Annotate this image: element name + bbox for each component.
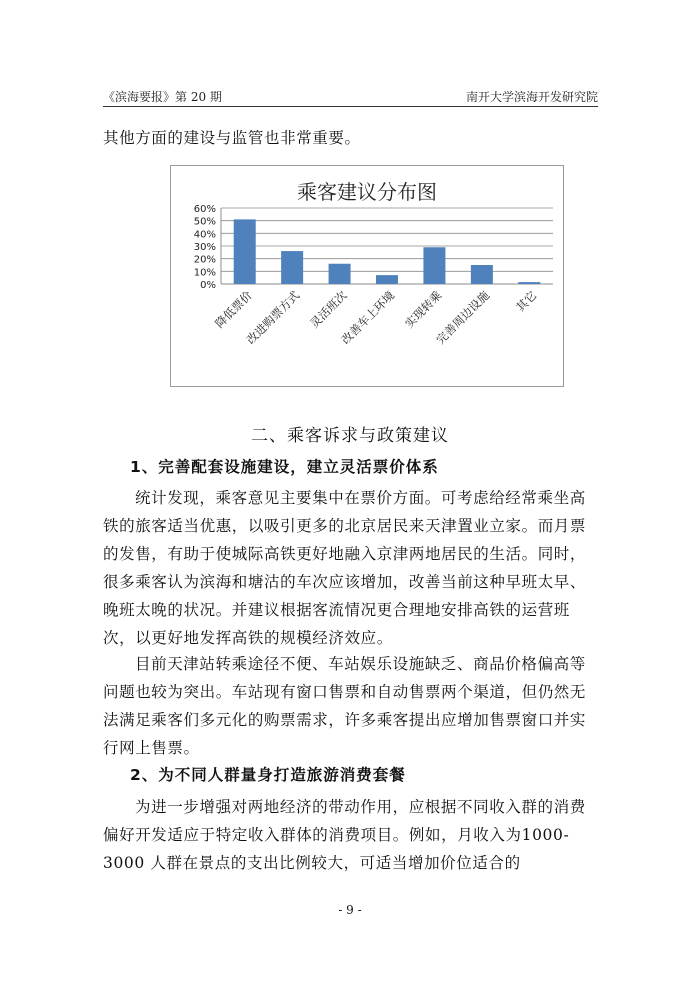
section-title: 二、乘客诉求与政策建议 xyxy=(251,426,449,446)
y-tick-label: 60% xyxy=(193,204,216,215)
y-tick-label: 0% xyxy=(200,280,216,291)
y-tick-label: 30% xyxy=(193,242,216,253)
bar xyxy=(471,265,493,284)
paragraph-2: 目前天津站转乘途径不便、车站娱乐设施缺乏、商品价格偏高等问题也较为突出。车站现有窗口售票和自动售票两个渠道，但仍然无法满足乘客们多元化的购票需求，许多乘客提出应增加售票窗口并实行网上售票。 xyxy=(103,655,587,757)
x-tick-label: 降低票价 xyxy=(212,288,255,331)
chart-title: 乘客建议分布图 xyxy=(297,180,437,204)
y-tick-label: 20% xyxy=(193,254,216,266)
x-tick-label: 改进购票方式 xyxy=(243,288,303,347)
header-publication: 《滨海要报》第 20 期 xyxy=(103,90,222,104)
bar xyxy=(329,264,351,284)
y-tick-label: 40% xyxy=(193,229,216,241)
bar xyxy=(376,275,398,284)
y-tick-label: 10% xyxy=(193,267,216,279)
page-number: - 9 - xyxy=(338,903,362,917)
bar xyxy=(281,251,303,284)
subheading-1: 1、完善配套设施建设，建立灵活票价体系 xyxy=(130,458,439,476)
x-tick-label: 其它 xyxy=(513,288,540,315)
subheading-2: 2、为不同人群量身打造旅游消费套餐 xyxy=(130,766,406,784)
bar xyxy=(423,247,445,284)
x-tick-label: 改善车上环境 xyxy=(338,288,398,347)
header-institute: 南开大学滨海开发研究院 xyxy=(465,90,598,104)
y-tick-label: 50% xyxy=(193,216,216,228)
x-tick-label: 灵活班次 xyxy=(307,288,350,331)
x-tick-label: 实现转乘 xyxy=(402,288,445,331)
paragraph-3: 为进一步增强对两地经济的带动作用，应根据不同收入群的消费偏好开发适应于特定收入群体的消费项目。例如，月收入为1000-3000 人群在景点的支出比例较大，可适当增加价位适合的 xyxy=(103,798,586,872)
bar-chart xyxy=(171,166,563,386)
bar xyxy=(518,282,540,284)
bar xyxy=(234,219,256,284)
x-tick-label: 完善周边设施 xyxy=(433,288,492,347)
page-header xyxy=(103,88,598,107)
paragraph-1: 统计发现，乘客意见主要集中在票价方面。可考虑给经常乘坐高铁的旅客适当优惠，以吸引更多的北京居民来天津置业立家。而月票的发售，有助于使城际高铁更好地融入京津两地居民的生活。同时，很多乘客认为滨海和塘沽的车次应该增加，改善当前这种早班太早、晚班太晚的状况。并建议根据客流情况更合理地安排高铁的运营班次，以更好地发挥高铁的规模经济效应。 xyxy=(103,489,587,647)
chart-container xyxy=(170,165,564,387)
intro-line: 其他方面的建设与监管也非常重要。 xyxy=(103,129,361,147)
